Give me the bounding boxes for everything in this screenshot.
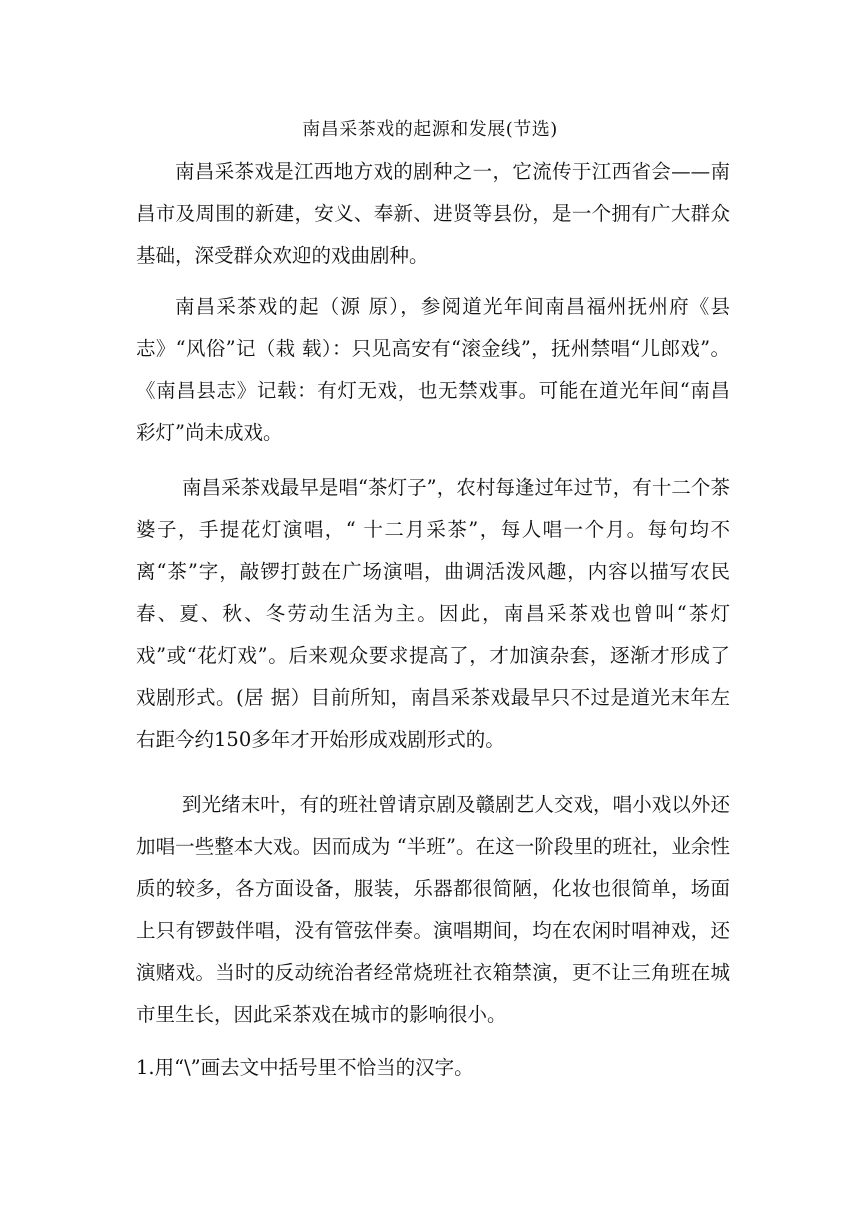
paragraph-2: 南昌采茶戏的起（源 原），参阅道光年间南昌福州抚州府《县志》“风俗”记（栽 载）：只见高安有“滚金线”，抚州禁唱“儿郎戏”。《南昌县志》记载：有灯无戏，也无禁戏事。可能在道光年间“南昌彩灯”尚未成戏。 [136,295,730,444]
paragraph-1: 南昌采茶戏是江西地方戏的剧种之一，它流传于江西省会——南昌市及周围的新建，安义、奉新、进贤等县份，是一个拥有广大群众基础，深受群众欢迎的戏曲剧种。 [136,160,730,267]
paragraph-3: 南昌采茶戏最早是唱“茶灯子”，农村每逢过年过节，有十二个茶婆子，手提花灯演唱，“ 十二月采茶”，每人唱一个月。每句均不离“茶”字，敲锣打鼓在广场演唱，曲调活泼风趣，内容以描写农民春、夏、秋、冬劳动生活为主。因此，南昌采茶戏也曾叫“茶灯戏”或“花灯戏”。后来观众要求提高了，才加演杂套，逐渐才形成了戏剧形式。(居 据）目前所知，南昌采茶戏最早只不过是道光末年左右距今约150多年才开始形成戏剧形式的。 [136,476,730,751]
paragraph-4: 到光绪末叶，有的班社曾请京剧及赣剧艺人交戏，唱小戏以外还加唱一些整本大戏。因而成为 “半班”。在这一阶段里的班社，业余性质的较多，各方面设备，服装，乐器都很简陋，化妆也很简单，场面上只有锣鼓伴唱，没有管弦伴奏。演唱期间，均在农闲时唱神戏，还演赌戏。当时的反动统治者经常烧班社衣箱禁演，更不让三角班在城市里生长，因此采茶戏在城市的影响很小。 [136,793,730,1026]
question-1: 1.用“\”画去文中括号里不恰当的汉字。 [136,1056,474,1079]
document-title: 南昌采茶戏的起源和发展(节选) [302,119,558,140]
